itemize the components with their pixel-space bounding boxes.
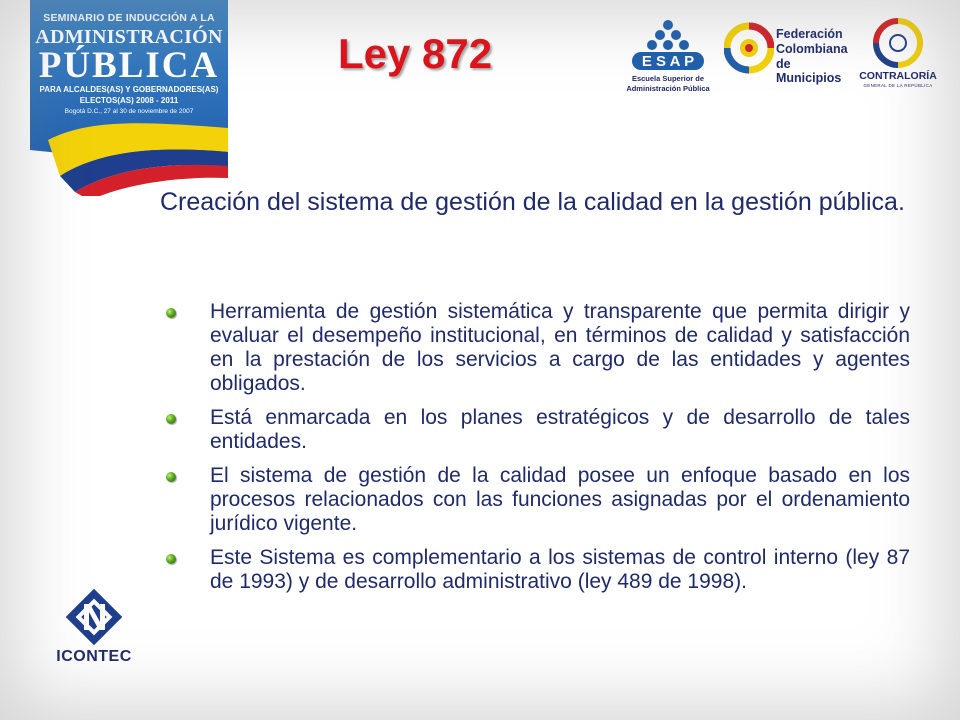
seminar-logo [30,0,228,196]
green-bullet-icon [166,414,176,424]
slide-title: Ley 872 [337,30,493,77]
esap-emblem-icon [618,18,718,74]
svg-text:E S A P: E S A P [641,53,695,70]
fcm-logo [724,20,848,86]
bullet-item [160,464,910,536]
bullet-list [160,300,910,604]
seminar-line6: Bogotá D.C., 27 al 30 de noviembre de 2007 [64,108,194,115]
contraloria-logo [854,18,942,96]
fcm-line3: de Municipios [776,57,842,85]
slide-subtitle: Creación del sistema de gestión de la calidad en la gestión pública. [160,188,905,216]
bullet-item [160,406,910,454]
bullet-text: Este Sistema es complementario a los sistemas de control interno (ley 87 de 1993) y de desarrollo administrativo (ley 489 de 1998). [210,546,910,593]
green-bullet-icon [166,554,176,564]
icontec-emblem-icon [42,588,146,646]
green-bullet-icon [166,472,176,482]
esap-logo [618,18,718,98]
contraloria-subtitle: GENERAL DE LA REPÚBLICA [863,83,933,88]
seminar-line1: SEMINARIO DE INDUCCIÓN A LA [43,12,215,24]
contraloria-name: CONTRALORÍA [859,70,937,82]
fcm-swirl-icon [724,20,774,76]
bullet-item [160,300,910,396]
green-bullet-icon [166,308,176,318]
bullet-item [160,546,910,594]
bullet-text: El sistema de gestión de la calidad posee un enfoque basado en los procesos relacionados con las funciones asignadas por el ordenamiento jurídico vigente. [210,464,910,535]
fcm-line1: Federación [776,27,843,41]
contraloria-emblem-icon [854,18,942,70]
seminar-line5: ELECTOS(AS) 2008 - 2011 [79,96,179,105]
esap-caption-line2: Administración Pública [626,84,710,93]
bullet-text: Está enmarcada en los planes estratégicos y de desarrollo de tales entidades. [210,406,910,453]
seminar-line2: ADMINISTRACIÓN [35,26,223,48]
seminar-line4: PARA ALCALDES(AS) Y GOBERNADORES(AS) [39,85,219,94]
seminar-line3: PÚBLICA [38,45,220,86]
fcm-line2: Colombiana [776,42,848,56]
bullet-text: Herramienta de gestión sistemática y transparente que permita dirigir y evaluar el desempeño institucional, en términos de calidad y satisfacción en la prestación de los servicios a cargo de las entidades y agentes obligados. [210,300,910,395]
esap-caption-line1: Escuela Superior de [631,74,705,83]
icontec-logo [42,588,146,674]
icontec-name: ICONTEC [56,648,132,665]
